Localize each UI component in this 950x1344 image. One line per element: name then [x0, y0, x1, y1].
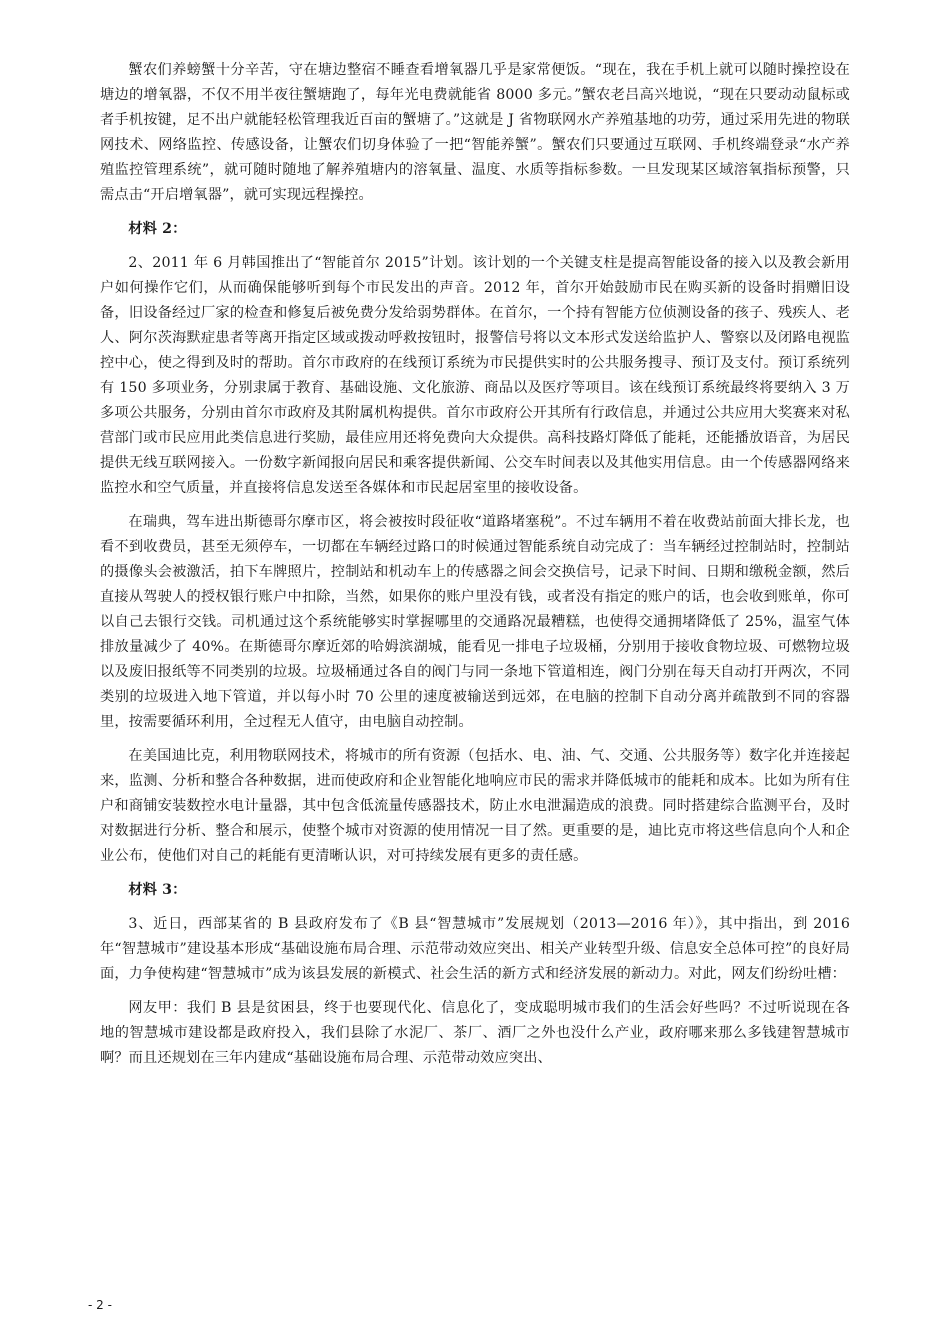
- paragraph-stockholm: 在瑞典，驾车进出斯德哥尔摩市区，将会被按时段征收“道路堵塞税”。不过车辆用不着在收费站前面大排长龙，也看不到收费员，甚至无须停车，一切都在车辆经过路口的时候通过智能系统自动完成了：当车辆经过控制站时，控制站的摄像头会被激活，拍下车牌照片，控制站和机动车上的传感器之间会交换信号，记录下时间、日期和缴税金额，然后直接从驾驶人的授权银行账户中扣除，当然，如果你的账户里没有钱，或者没有指定的账户的话，也会收到账单，你可以自己去银行交钱。司机通过这个系统能够实时掌握哪里的交通路况最糟糕，也使得交通拥堵降低了 25%，温室气体排放量减少了 40%。在斯德哥尔摩近郊的哈姆滨湖城，能看见一排电子垃圾桶，分别用于接收食物垃圾、可燃物垃圾以及废旧报纸等不同类别的垃圾。垃圾桶通过各自的阀门与同一条地下管道相连，阀门分别在每天自动打开两次，不同类别的垃圾进入地下管道，并以每小时 70 公里的速度被输送到远郊，在电脑的控制下自动分离并疏散到不同的容器里，按需要循环利用，全过程无人值守，由电脑自动控制。: [100, 514, 850, 730]
- document-page: [100, 58, 850, 1080]
- paragraph-smart-seoul: 2、2011 年 6 月韩国推出了“智能首尔 2015”计划。该计划的一个关键支柱是提高智能设备的接入以及教会新用户如何操作它们，从而确保能够听到每个市民发出的声音。2012 年，首尔开始鼓励市民在购买新的设备时捐赠旧设备，旧设备经过厂家的检查和修复后被免费分发给弱势群体。在首尔，一个持有智能方位侦测设备的孩子、残疾人、老人、阿尔茨海默症患者等离开指定区域或拨动呼救按钮时，报警信号将以文本形式发送给监护人、警察以及闭路电视监控中心，使之得到及时的帮助。首尔市政府的在线预订系统为市民提供实时的公共服务搜寻、预订及支付。预订系统列有 150 多项业务，分别隶属于教育、基础设施、文化旅游、商品以及医疗等项目。该在线预订系统最终将要纳入 3 万多项公共服务，分别由首尔市政府及其附属机构提供。首尔市政府公开其所有行政信息，并通过公共应用大奖赛来对私营部门或市民应用此类信息进行奖励，最佳应用还将免费向大众提供。高科技路灯降低了能耗，还能播放语音，为居民提供无线互联网接入。一份数字新闻报向居民和乘客提供新闻、公交车时间表以及其他实用信息。由一个传感器网络来监控水和空气质量，并直接将信息发送至各媒体和市民起居室里的接收设备。: [100, 255, 850, 496]
- paragraph-b-county-plan: 3、近日，西部某省的 B 县政府发布了《B 县“智慧城市”发展规划（2013—2016 年）》，其中指出，到 2016 年“智慧城市”建设基本形成“基础设施布局合理、示范带动效应突出、相关产业转型升级、信息安全总体可控”的良好局面，力争使构建“智慧城市”成为该县发展的新模式、社会生活的新方式和经济发展的新动力。对此，网友们纷纷吐槽：: [100, 916, 850, 982]
- page-number: - 2 -: [88, 1298, 112, 1312]
- heading-material-3: 材料 3：: [128, 882, 187, 898]
- paragraph-dubuque: 在美国迪比克，利用物联网技术，将城市的所有资源（包括水、电、油、气、交通、公共服务等）数字化并连接起来，监测、分析和整合各种数据，进而使政府和企业智能化地响应市民的需求并降低城市的能耗和成本。比如为所有住户和商铺安装数控水电计量器，其中包含低流量传感器技术，防止水电泄漏造成的浪费。同时搭建综合监测平台，及时对数据进行分析、整合和展示，使整个城市对资源的使用情况一目了然。更重要的是，迪比克市将这些信息向个人和企业公布，使他们对自己的耗能有更清晰认识，对可持续发展有更多的责任感。: [100, 748, 850, 864]
- paragraph-crab-farming: 蟹农们养螃蟹十分辛苦，守在塘边整宿不睡查看增氧器几乎是家常便饭。“现在，我在手机上就可以随时操控设在塘边的增氧器，不仅不用半夜往蟹塘跑了，每年光电费就能省 8000 多元。”蟹农老吕高兴地说，“现在只要动动鼠标或者手机按键，足不出户就能轻松管理我近百亩的蟹塘了。”这就是 J 省物联网水产养殖基地的功劳，通过采用先进的物联网技术、网络监控、传感设备，让蟹农们切身体验了一把“智能养蟹”。蟹农们只要通过互联网、手机终端登录“水产养殖监控管理系统”，就可随时随地了解养殖塘内的溶氧量、温度、水质等指标参数。一旦发现某区域溶氧指标预警，只需点击“开启增氧器”，就可实现远程操控。: [100, 62, 850, 203]
- heading-material-2: 材料 2：: [128, 221, 187, 237]
- paragraph-netizen-a: 网友甲：我们 B 县是贫困县，终于也要现代化、信息化了，变成聪明城市我们的生活会好些吗？不过听说现在各地的智慧城市建设都是政府投入，我们县除了水泥厂、茶厂、酒厂之外也没什么产业，政府哪来那么多钱建智慧城市啊？而且还规划在三年内建成“基础设施布局合理、示范带动效应突出、: [100, 1000, 850, 1066]
